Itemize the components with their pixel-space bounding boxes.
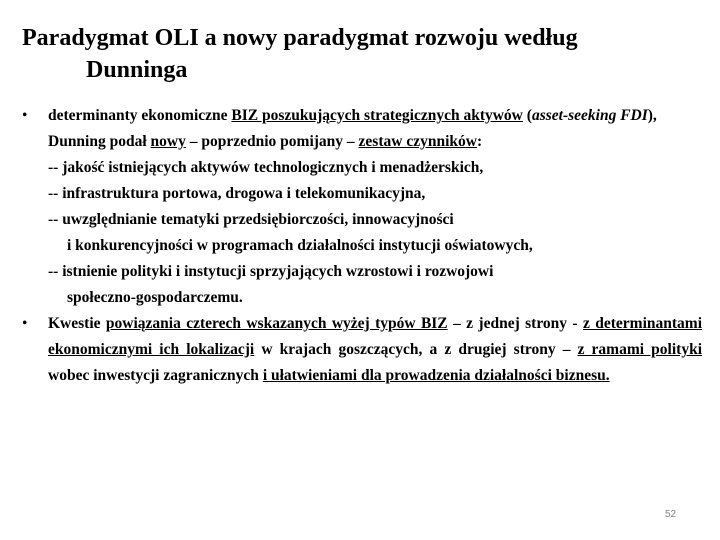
bullet-text [48, 103, 702, 155]
underlined-segment: powiązania czterech wskazanych wyżej typów BIZ [105, 315, 448, 332]
text-segment: Kwestie [48, 315, 106, 332]
underlined-segment: z ramami polityki [577, 341, 702, 358]
underlined-segment: nowy [150, 133, 186, 150]
bullet-icon: • [22, 107, 28, 124]
text-segment: – poprzednio pomijany – [185, 133, 359, 150]
bullet-item-determinants [22, 103, 702, 311]
title-line-1: Paradygmat OLI a nowy paradygmat rozwoju według [22, 25, 578, 51]
text-segment: determinanty ekonomiczne [48, 107, 232, 124]
sub-item: -- infrastruktura portowa, drogowa i telekomunikacyjna, [48, 185, 426, 202]
underlined-segment: BIZ poszukujących strategicznych aktywów [231, 107, 523, 124]
sub-item-continuation: i konkurencyjności w programach działalności instytucji oświatowych, [67, 237, 533, 254]
bullet-list [22, 103, 702, 389]
sub-item-continuation: społeczno-gospodarczemu. [67, 289, 243, 306]
underlined-segment: z determinantami ekonomicznymi ich lokalizacji [48, 315, 703, 358]
bullet-item-fdi-types [22, 311, 702, 389]
sub-item: -- istnienie polityki i instytucji sprzyjających wzrostowi i rozwojowi [48, 263, 494, 280]
text-segment: ( [522, 107, 532, 124]
text-segment: : [476, 133, 483, 150]
text-segment: w krajach goszczących, a z drugiej strony – [254, 341, 578, 358]
text-segment: ), Dunning podał [48, 107, 657, 150]
text-segment: wobec inwestycji zagranicznych [48, 367, 263, 384]
bullet-text [48, 311, 702, 389]
underlined-segment: i ułatwieniami dla prowadzenia działalności biznesu. [262, 367, 610, 384]
text-segment: – z jednej strony - [447, 315, 583, 332]
slide-title [22, 22, 712, 86]
title-line-2: Dunninga [86, 57, 188, 83]
page-number: 52 [665, 509, 677, 520]
bullet-icon: • [22, 315, 28, 332]
underlined-segment: zestaw czynników [358, 133, 477, 150]
sub-item: -- uwzględnianie tematyki przedsiębiorczości, innowacyjności [48, 211, 454, 228]
sub-item: -- jakość istniejących aktywów technologicznych i menadżerskich, [48, 159, 484, 176]
italic-segment: asset-seeking FDI [531, 107, 648, 124]
